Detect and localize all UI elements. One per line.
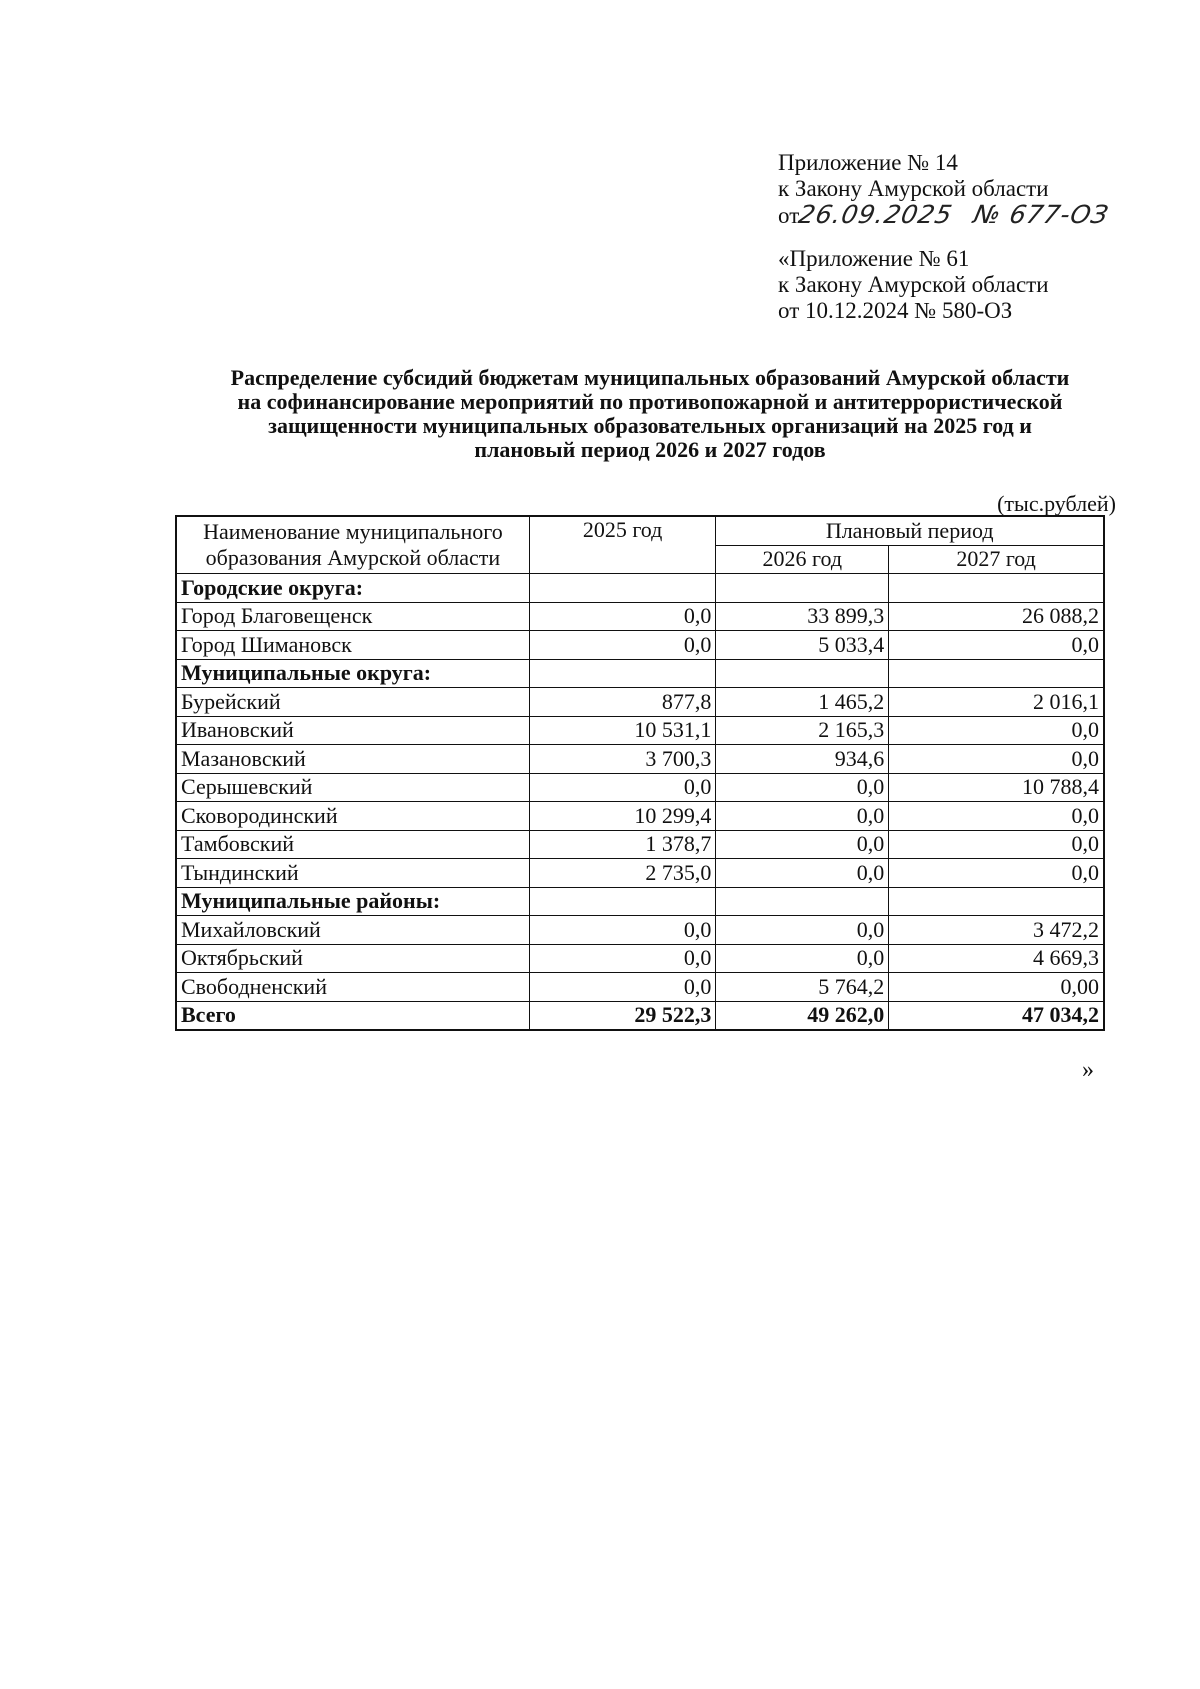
row-2027-cell: [889, 887, 1104, 916]
row-2027-cell: 10 788,4: [889, 773, 1104, 802]
row-name-cell: Тамбовский: [176, 830, 529, 859]
row-2025-cell: 0,0: [529, 602, 716, 631]
row-2027-cell: 0,0: [889, 716, 1104, 745]
title-line-2: на софинансирование мероприятий по противопожарной и антитеррористической: [237, 389, 1063, 414]
row-name-cell: Сковородинский: [176, 802, 529, 831]
row-name-cell: Михайловский: [176, 916, 529, 945]
header-name-line-1: Наименование муниципального: [203, 519, 503, 544]
header-2027: 2027 год: [889, 545, 1104, 574]
row-2025-cell: 2 735,0: [529, 859, 716, 888]
row-2025-cell: [529, 887, 716, 916]
row-2026-cell: 5 033,4: [716, 631, 889, 660]
row-2025-cell: 0,0: [529, 631, 716, 660]
table-total-row: [176, 1001, 1104, 1030]
appendix-61-title: «Приложение № 61: [778, 246, 970, 271]
table-group-row: [176, 659, 1104, 688]
appendix-14-block: [778, 150, 1112, 229]
table-row: [176, 631, 1104, 660]
subsidy-table: [175, 515, 1105, 1031]
row-2025-cell: 10 531,1: [529, 716, 716, 745]
row-2026-cell: 5 764,2: [716, 973, 889, 1002]
row-2027-cell: [889, 659, 1104, 688]
table-group-row: [176, 887, 1104, 916]
row-2026-cell: 49 262,0: [716, 1001, 889, 1030]
row-2026-cell: 0,0: [716, 830, 889, 859]
row-name-cell: Город Шимановск: [176, 631, 529, 660]
table-row: [176, 973, 1104, 1002]
handwritten-number: № 677-ОЗ: [971, 200, 1112, 229]
row-2027-cell: 0,00: [889, 973, 1104, 1002]
row-2025-cell: 29 522,3: [529, 1001, 716, 1030]
row-name-cell: Всего: [176, 1001, 529, 1030]
row-2027-cell: 47 034,2: [889, 1001, 1104, 1030]
document-title: [150, 366, 1150, 462]
row-2026-cell: 33 899,3: [716, 602, 889, 631]
table-row: [176, 944, 1104, 973]
row-2027-cell: 3 472,2: [889, 916, 1104, 945]
row-name-cell: Городские округа:: [176, 574, 529, 603]
row-2025-cell: [529, 574, 716, 603]
row-2027-cell: [889, 574, 1104, 603]
closing-quote: »: [1082, 1057, 1094, 1083]
row-name-cell: Октябрьский: [176, 944, 529, 973]
row-2026-cell: 934,6: [716, 745, 889, 774]
table-row: [176, 773, 1104, 802]
appendix-61-date: от 10.12.2024 № 580-ОЗ: [778, 298, 1013, 323]
row-2025-cell: 3 700,3: [529, 745, 716, 774]
row-2025-cell: 0,0: [529, 773, 716, 802]
row-2025-cell: 10 299,4: [529, 802, 716, 831]
header-planned-period: Плановый период: [716, 516, 1104, 545]
row-name-cell: Свободненский: [176, 973, 529, 1002]
table-row: [176, 745, 1104, 774]
table-row: [176, 830, 1104, 859]
row-2026-cell: 1 465,2: [716, 688, 889, 717]
handwritten-date: 26.09.2025: [796, 200, 956, 229]
table-row: [176, 602, 1104, 631]
row-2026-cell: 0,0: [716, 944, 889, 973]
title-line-1: Распределение субсидий бюджетам муниципальных образований Амурской области: [230, 365, 1070, 390]
header-2025: 2025 год: [529, 516, 716, 574]
table-row: [176, 688, 1104, 717]
row-2025-cell: 0,0: [529, 944, 716, 973]
row-2027-cell: 0,0: [889, 830, 1104, 859]
row-2027-cell: 4 669,3: [889, 944, 1104, 973]
table-row: [176, 859, 1104, 888]
row-2027-cell: 0,0: [889, 859, 1104, 888]
row-2027-cell: 0,0: [889, 745, 1104, 774]
table-row: [176, 802, 1104, 831]
row-2025-cell: 877,8: [529, 688, 716, 717]
row-name-cell: Муниципальные округа:: [176, 659, 529, 688]
title-line-3: защищенности муниципальных образовательных организаций на 2025 год и: [268, 413, 1032, 438]
row-2025-cell: 0,0: [529, 916, 716, 945]
header-name-cell: [176, 516, 529, 574]
row-2026-cell: 0,0: [716, 859, 889, 888]
table-group-row: [176, 574, 1104, 603]
appendix-14-title: Приложение № 14: [778, 150, 958, 175]
units-label: (тыс.рублей): [997, 491, 1116, 516]
row-2026-cell: 0,0: [716, 773, 889, 802]
row-2025-cell: 1 378,7: [529, 830, 716, 859]
table-body: [176, 574, 1104, 1031]
header-name-line-2: образования Амурской области: [205, 545, 501, 570]
row-name-cell: Мазановский: [176, 745, 529, 774]
appendix-61-block: [778, 246, 1049, 324]
appendix-14-date-line: [778, 200, 1112, 229]
row-2026-cell: 0,0: [716, 916, 889, 945]
row-name-cell: Ивановский: [176, 716, 529, 745]
row-2027-cell: 0,0: [889, 631, 1104, 660]
row-2027-cell: 2 016,1: [889, 688, 1104, 717]
row-name-cell: Тындинский: [176, 859, 529, 888]
row-2026-cell: 0,0: [716, 802, 889, 831]
appendix-14-law: к Закону Амурской области: [778, 176, 1049, 201]
title-line-4: плановый период 2026 и 2027 годов: [474, 437, 826, 462]
table-header-row-1: [176, 516, 1104, 545]
row-2027-cell: 0,0: [889, 802, 1104, 831]
appendix-14-date-prefix: от: [778, 203, 800, 228]
row-2025-cell: 0,0: [529, 973, 716, 1002]
table-row: [176, 916, 1104, 945]
row-name-cell: Серышевский: [176, 773, 529, 802]
row-2026-cell: 2 165,3: [716, 716, 889, 745]
row-2026-cell: [716, 887, 889, 916]
row-2025-cell: [529, 659, 716, 688]
table-row: [176, 716, 1104, 745]
header-2026: 2026 год: [716, 545, 889, 574]
row-2026-cell: [716, 659, 889, 688]
row-2026-cell: [716, 574, 889, 603]
row-name-cell: Бурейский: [176, 688, 529, 717]
row-name-cell: Муниципальные районы:: [176, 887, 529, 916]
row-name-cell: Город Благовещенск: [176, 602, 529, 631]
row-2027-cell: 26 088,2: [889, 602, 1104, 631]
appendix-61-law: к Закону Амурской области: [778, 272, 1049, 297]
